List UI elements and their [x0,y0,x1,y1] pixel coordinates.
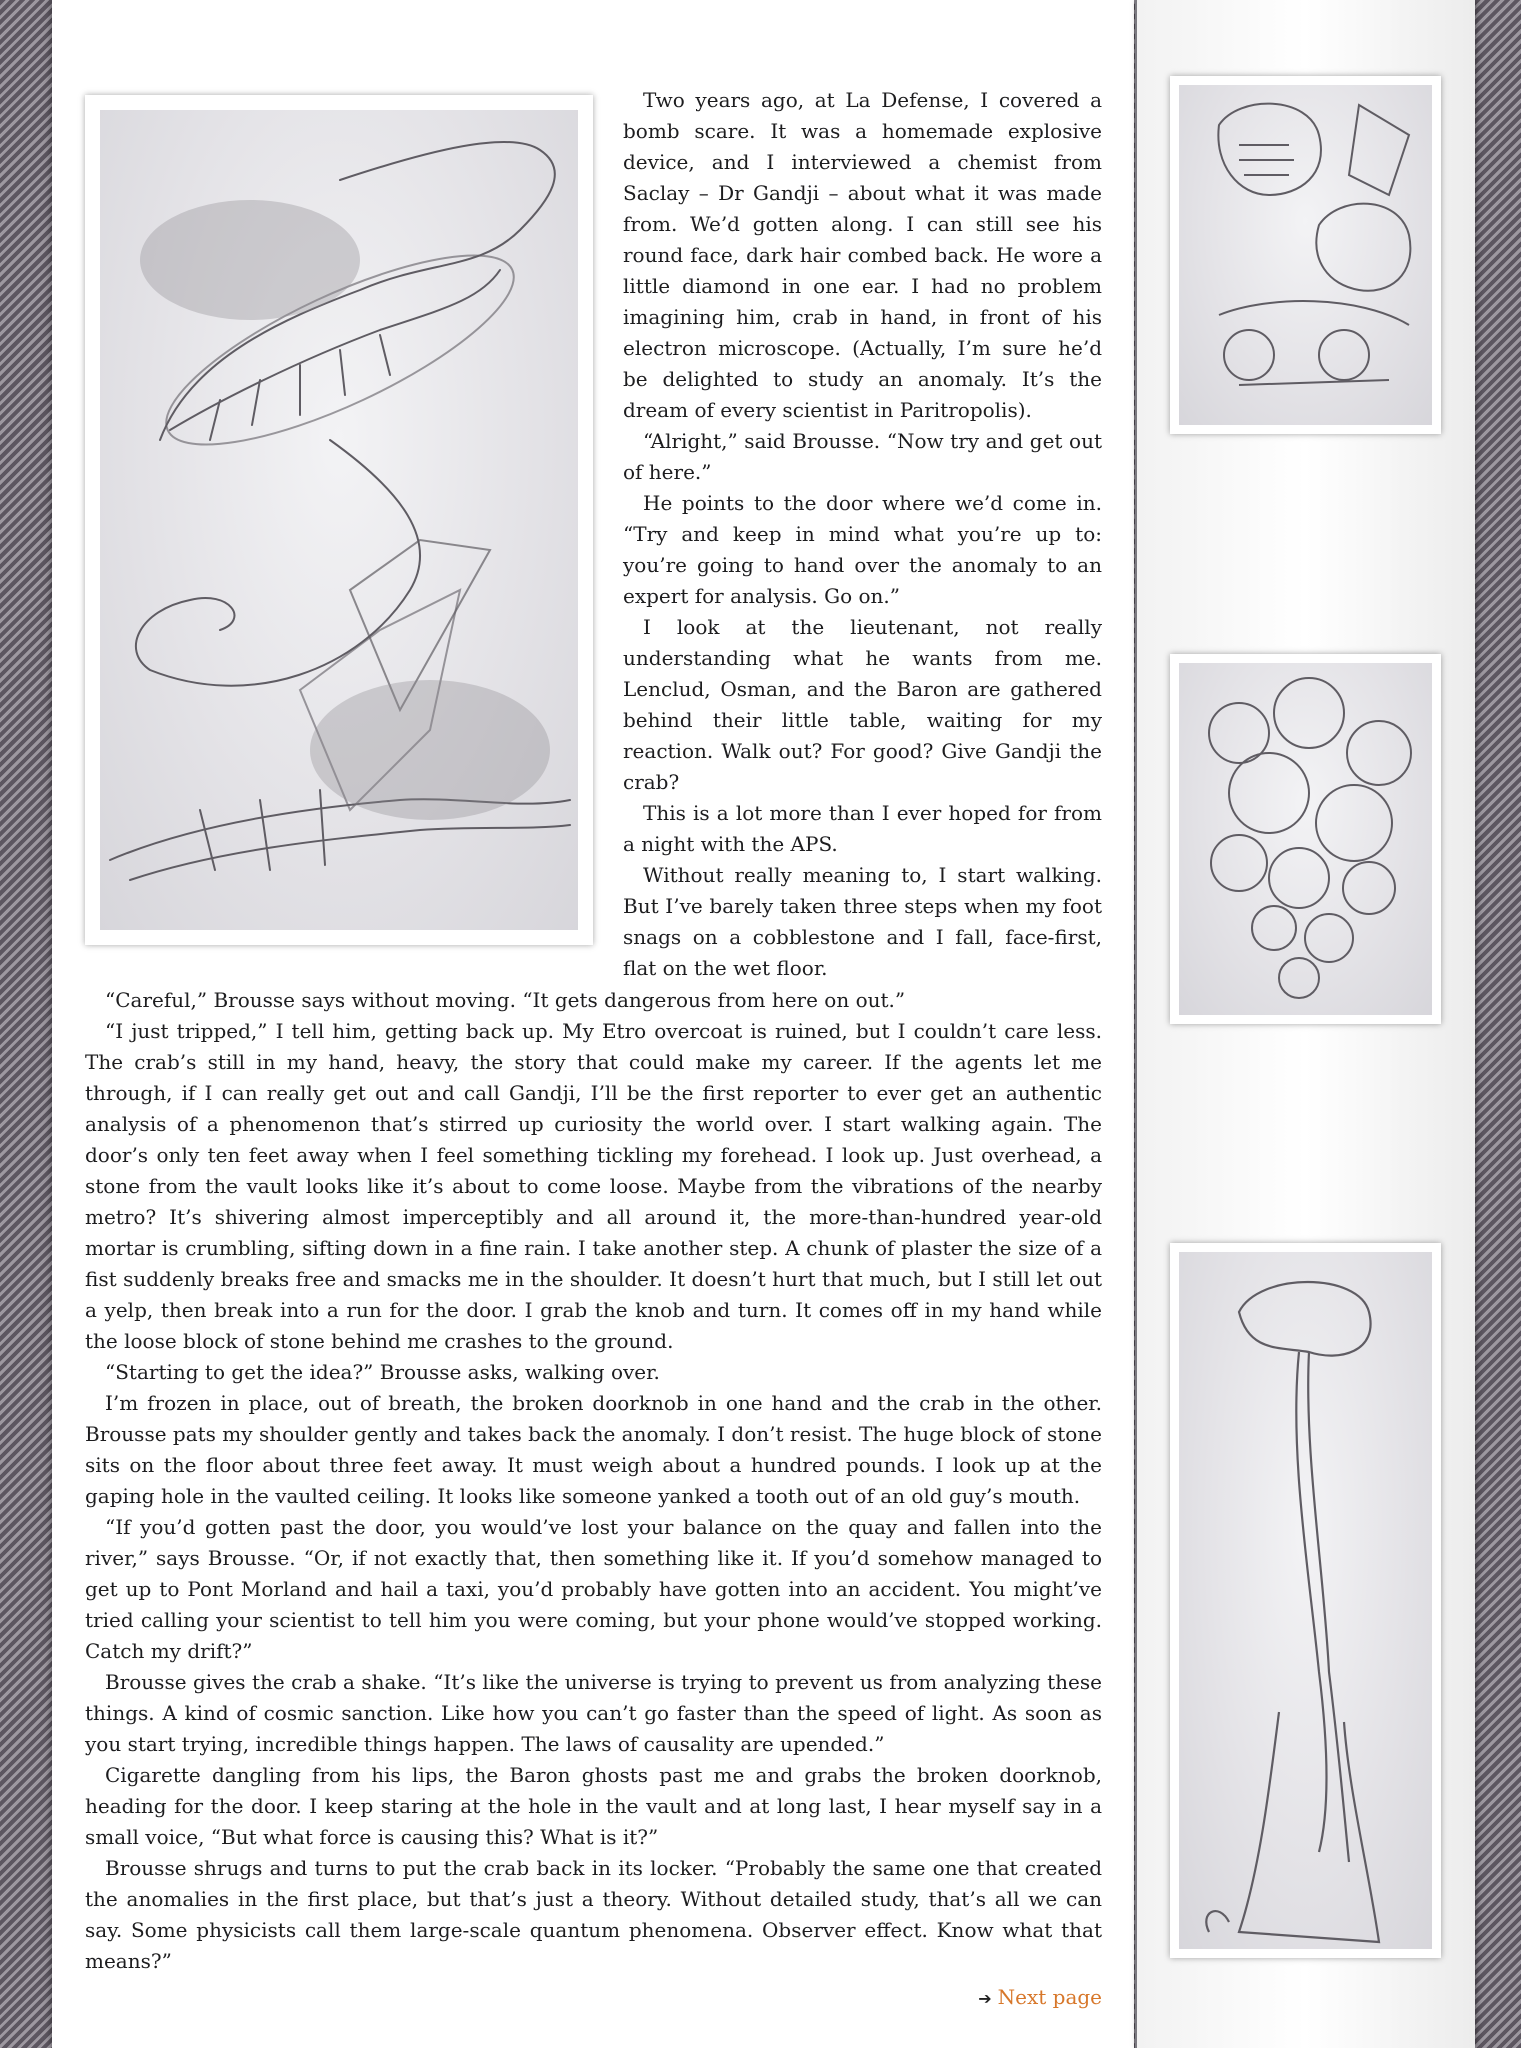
scorpion-sketch-graphic [100,110,578,930]
story-paragraph: “Careful,” Brousse says without moving. “It gets dangerous from here on out.” [105,988,906,1012]
next-page-link[interactable] [950,1982,1102,2014]
story-paragraph: He points to the door where we’d come in. “Try and keep in mind what you’re up to: you’re going to hand over the anomaly to an expert for analysis. Go on.” [623,491,1102,608]
arrow-right-icon: ➔ [978,1989,992,2008]
story-paragraph: I look at the lieutenant, not really understanding what he wants from me. Lenclud, Osman, and the Baron are gathered behind their little table, waiting for my reaction. Walk out? For good? Give Gandji the crab? [623,615,1102,794]
story-full-text [85,985,1102,1977]
story-paragraph: I’m frozen in place, out of breath, the broken doorknob in one hand and the crab in the other. Brousse pats my shoulder gently and takes back the anomaly. I don’t resist. The huge block of stone sits on the floor about three feet away. It must weigh about a hundred pounds. I look up at the gaping hole in the vaulted ceiling. It looks like someone yanked a tooth out of an old guy’s mouth. [85,1391,1102,1508]
bubbles-sketch-thumbnail[interactable] [1170,654,1441,1024]
stalk-creature-sketch-thumbnail[interactable] [1170,1243,1441,1958]
story-paragraph: Cigarette dangling from his lips, the Baron ghosts past me and grabs the broken doorknob, heading for the door. I keep staring at the hole in the vault and at long last, I hear myself say in a small voice, “But what force is causing this? What is it?” [85,1763,1102,1849]
story-paragraph: “If you’d gotten past the door, you would’ve lost your balance on the quay and fallen into the river,” says Brousse. “Or, if not exactly that, then something like it. If you’d somehow managed to get up to Pont Morland and hail a taxi, you’d probably have gotten into an accident. You might’ve tried calling your scientist to tell him you were coming, but your phone would’ve stopped working. Catch my drift?” [85,1515,1102,1663]
next-page-label: Next page [997,1985,1102,2009]
stalk-creature-graphic [1179,1252,1432,1949]
story-paragraph: Brousse shrugs and turns to put the crab back in its locker. “Probably the same one that created the anomalies in the first place, but that’s just a theory. Without detailed study, that’s all we can say. Some physicists call them large-scale quantum phenomena. Observer effect. Know what that means?” [85,1856,1102,1973]
story-paragraph: “I just tripped,” I tell him, getting back up. My Etro overcoat is ruined, but I couldn’t care less. The crab’s still in my hand, heavy, the story that could make my career. If the agents let me through, if I can really get out and call Gandji, I’ll be the first reporter to ever get an authentic analysis of a phenomenon that’s stirred up curiosity the world over. I start walking again. The door’s only ten feet away when I feel something tickling my forehead. I look up. Just overhead, a stone from the vault looks like it’s about to come loose. Maybe from the vibrations of the nearby metro? It’s shivering almost imperceptibly and all around it, the more-than-hundred year-old mortar is crumbling, sifting down in a fine rain. I take another step. A chunk of plaster the size of a fist suddenly breaks free and smacks me in the shoulder. It doesn’t hurt that much, but I still let out a yelp, then break into a run for the door. I grab the knob and turn. It comes off in my hand while the loose block of stone behind me crashes to the ground. [85,1019,1102,1353]
robot-heads-graphic [1179,85,1432,425]
story-paragraph: Two years ago, at La Defense, I covered a bomb scare. It was a homemade explosive device, and I interviewed a chemist from Saclay – Dr Gandji – about what it was made from. We’d gotten along. I can still see his round face, dark hair combed back. He wore a little diamond in one ear. I had no problem imagining him, crab in hand, in front of his electron microscope. (Actually, I’m sure he’d be delighted to study an anomaly. It’s the dream of every scientist in Paritropolis). [623,88,1102,422]
story-paragraph: Without really meaning to, I start walking. But I’ve barely taken three steps when my foot snags on a cobblestone and I fall, face-first, flat on the wet floor. [623,863,1102,980]
story-paragraph: “Alright,” said Brousse. “Now try and get out of here.” [623,429,1102,484]
story-paragraph: This is a lot more than I ever hoped for from a night with the APS. [623,801,1102,856]
story-column-text [623,85,1102,984]
scorpion-illustration [85,95,593,945]
story-paragraph: “Starting to get the idea?” Brousse asks, walking over. [105,1360,660,1384]
robot-heads-sketch-thumbnail[interactable] [1170,76,1441,434]
story-paragraph: Brousse gives the crab a shake. “It’s like the universe is trying to prevent us from analyzing these things. A kind of cosmic sanction. Like how you can’t go faster than the speed of light. As soon as you start trying, incredible things happen. The laws of causality are upended.” [85,1670,1102,1756]
bubbles-graphic [1179,663,1432,1015]
